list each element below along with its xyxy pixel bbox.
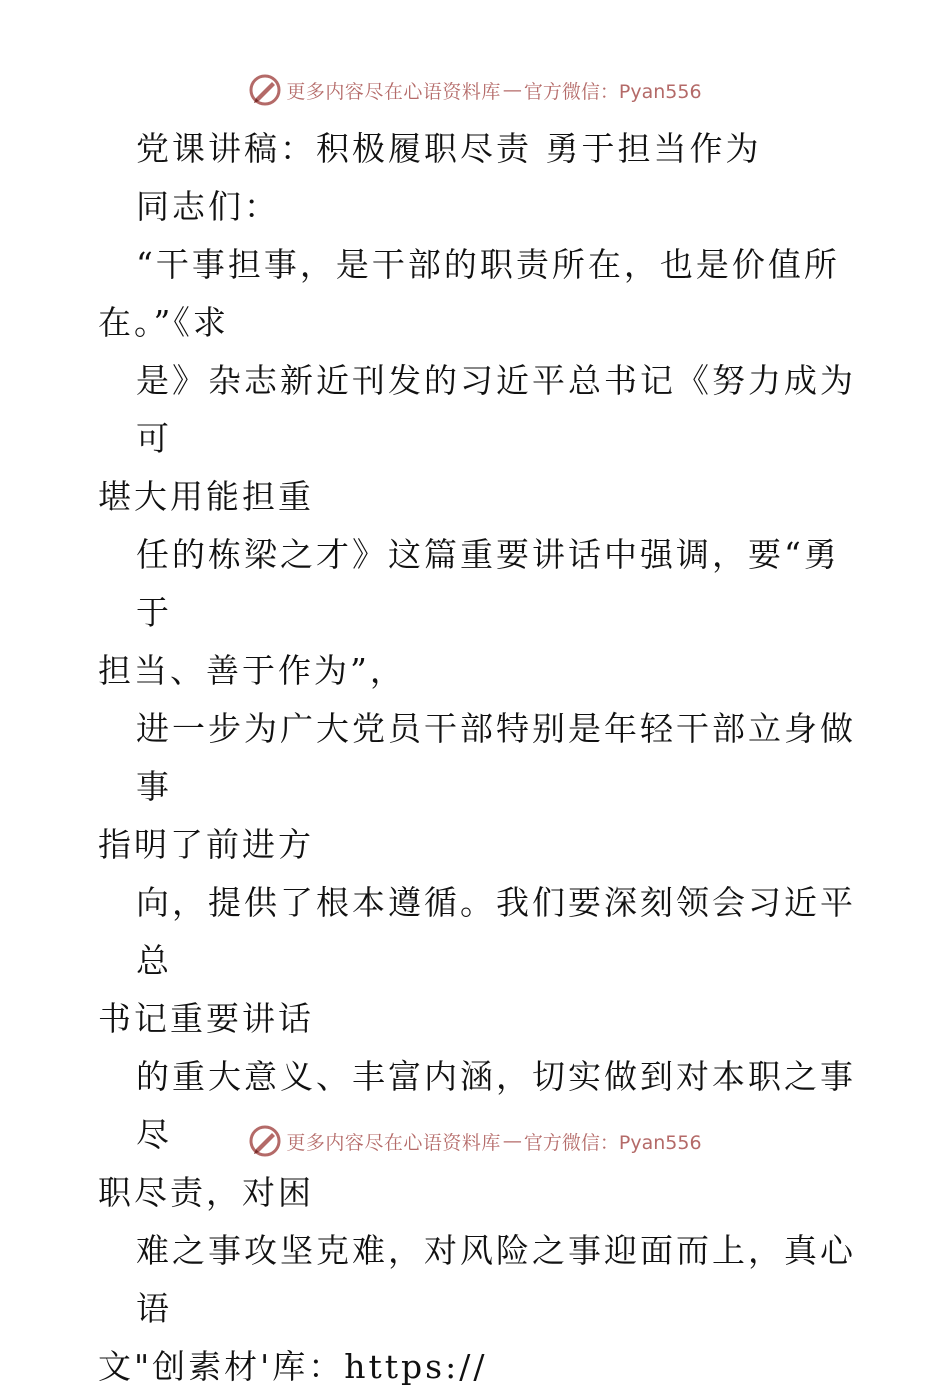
pen-circle-logo-icon xyxy=(248,73,282,107)
banner-wechat-text: 官方微信：Pyan556 xyxy=(523,1131,702,1154)
banner-separator: — xyxy=(502,79,522,101)
doc-line: 进一步为广大党员干部特别是年轻干部立身做事 xyxy=(136,709,856,806)
doc-line: 文"创素材'库：https:// xyxy=(98,1347,488,1386)
doc-line: 向，提供了根本遵循。我们要深刻领会习近平总 xyxy=(136,883,856,980)
header-banner xyxy=(0,70,950,110)
doc-line: 的重大意义、丰富内涵，切实做到对本职之事尽 xyxy=(136,1057,856,1154)
doc-line: 任的栋梁之才》这篇重要讲话中强调，要“勇于 xyxy=(136,535,840,632)
document-body xyxy=(98,120,858,1396)
doc-line: 指明了前进方 xyxy=(98,825,314,864)
footer-banner xyxy=(0,1121,950,1161)
doc-line: 职尽责，对困 xyxy=(98,1173,314,1212)
banner-separator: — xyxy=(502,1130,522,1152)
doc-title-line: 党课讲稿：积极履职尽责 勇于担当作为 xyxy=(136,129,762,168)
banner-brand-text: 更多内容尽在心语资料库 xyxy=(286,80,501,103)
doc-line: 同志们： xyxy=(136,187,280,226)
doc-line: “干事担事，是干部的职责所在，也是价值所 xyxy=(136,245,840,284)
pen-circle-logo-icon xyxy=(248,1124,282,1158)
doc-line: 是》杂志新近刊发的习近平总书记《努力成为可 xyxy=(136,361,856,458)
doc-line: 书记重要讲话 xyxy=(98,999,314,1038)
doc-line: 堪大用能担重 xyxy=(98,477,314,516)
doc-line: 在。”《求 xyxy=(98,303,229,342)
banner-wechat-text: 官方微信：Pyan556 xyxy=(523,80,702,103)
banner-brand-text: 更多内容尽在心语资料库 xyxy=(286,1131,501,1154)
doc-line: 担当、善于作为”， xyxy=(98,651,406,690)
doc-line: 难之事攻坚克难，对风险之事迎面而上，真心语 xyxy=(136,1231,856,1328)
